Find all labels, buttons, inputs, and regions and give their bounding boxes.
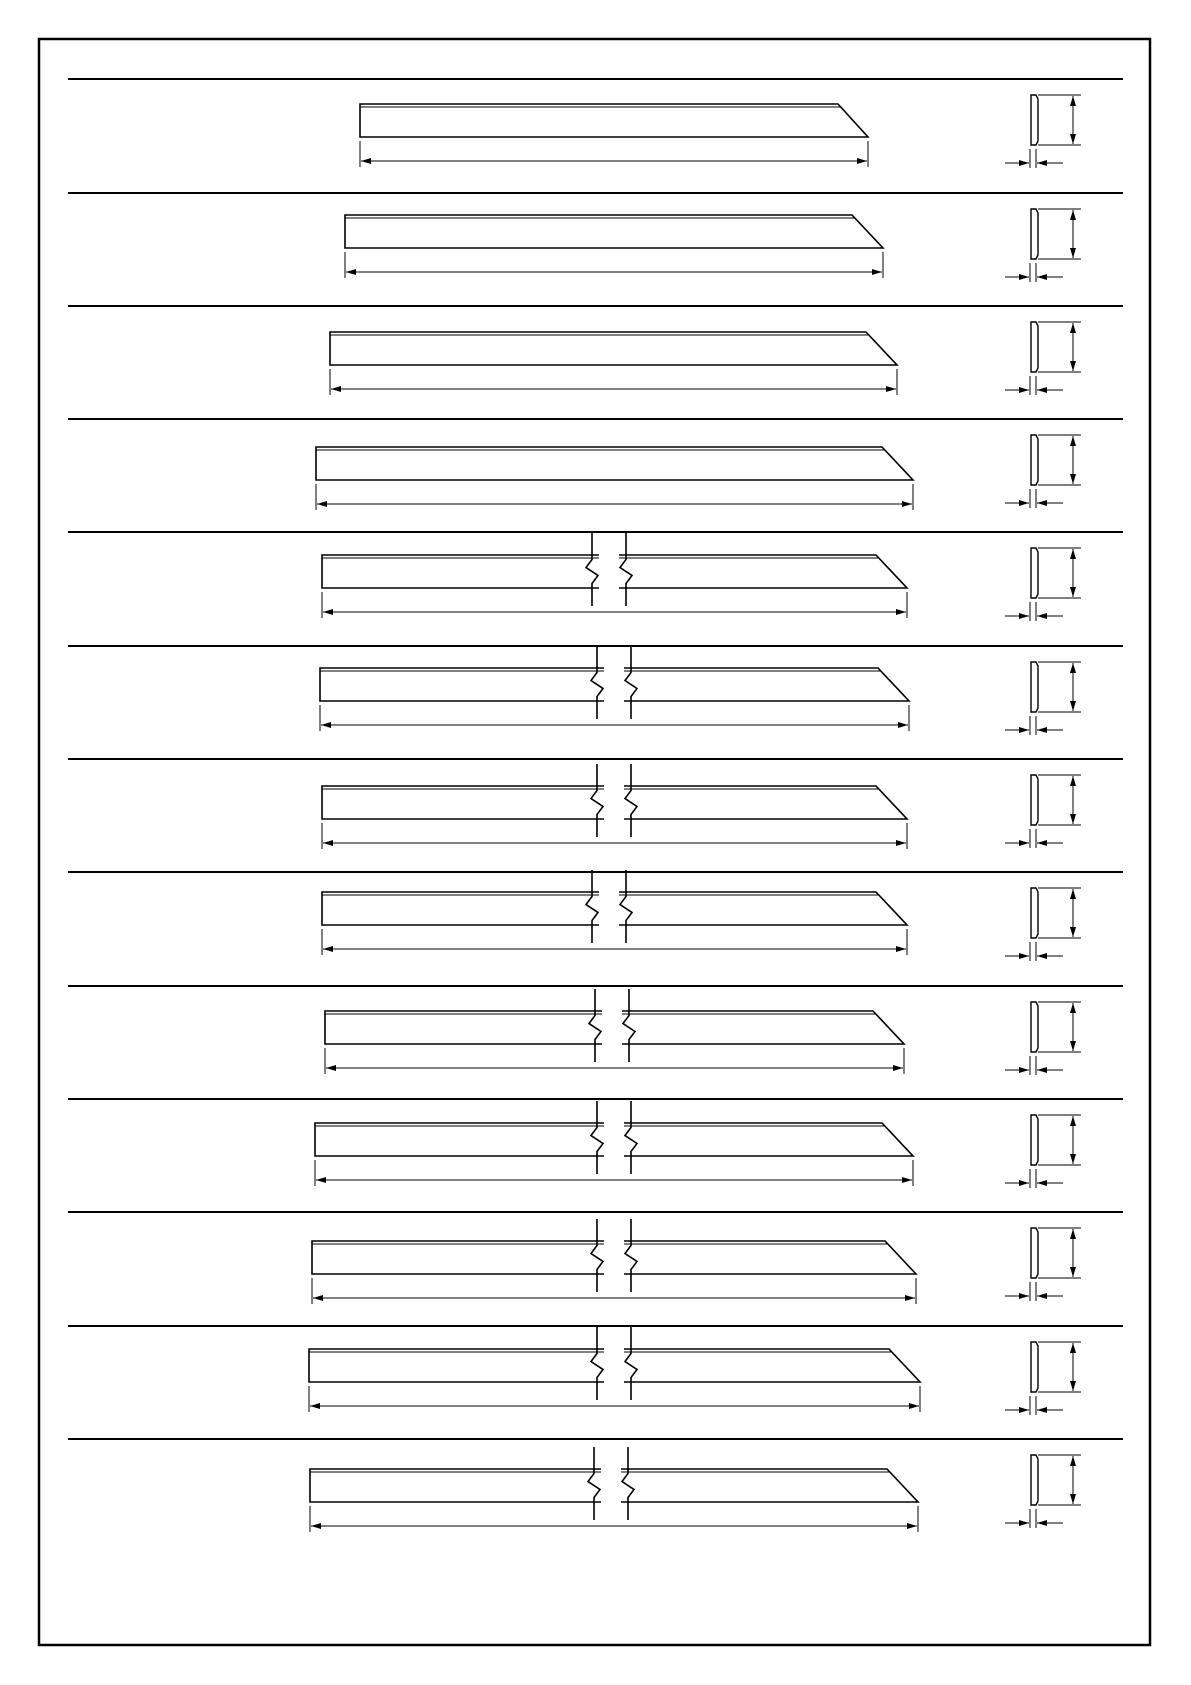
break-line-left xyxy=(591,1219,603,1292)
break-gap xyxy=(604,1240,624,1275)
bar-outline xyxy=(316,447,913,480)
section-profile xyxy=(1031,1455,1038,1505)
section-profile xyxy=(1031,662,1038,712)
break-line-left xyxy=(588,1447,600,1520)
break-line-left xyxy=(591,646,603,719)
break-line-left xyxy=(586,870,598,943)
break-gap xyxy=(604,1348,624,1383)
sheet-border xyxy=(39,39,1150,1645)
break-line-left xyxy=(586,533,598,606)
section-profile xyxy=(1031,435,1038,485)
part-row-11 xyxy=(68,1212,1123,1304)
part-row-2 xyxy=(68,193,1123,282)
break-line-right xyxy=(620,870,632,943)
section-profile xyxy=(1031,209,1038,259)
bar-outline xyxy=(360,104,868,137)
section-profile xyxy=(1031,1342,1038,1392)
part-row-13 xyxy=(68,1439,1123,1532)
part-row-4 xyxy=(68,419,1123,510)
break-gap xyxy=(604,667,624,702)
break-line-left xyxy=(591,1327,603,1400)
break-line-left xyxy=(591,1101,603,1174)
break-gap xyxy=(599,891,619,926)
break-line-right xyxy=(625,764,637,837)
break-line-right xyxy=(622,1447,634,1520)
part-row-3 xyxy=(68,306,1123,395)
bar-outline xyxy=(330,332,897,365)
section-profile xyxy=(1031,775,1038,825)
break-line-left xyxy=(591,764,603,837)
break-gap xyxy=(604,1122,624,1157)
part-row-6 xyxy=(68,646,1123,735)
part-row-5 xyxy=(68,532,1123,621)
break-line-left xyxy=(589,989,601,1062)
part-row-8 xyxy=(68,870,1123,961)
section-profile xyxy=(1031,322,1038,372)
break-line-right xyxy=(625,1101,637,1174)
section-profile xyxy=(1031,95,1038,145)
break-line-right xyxy=(625,646,637,719)
break-line-right xyxy=(623,989,635,1062)
break-line-right xyxy=(625,1327,637,1400)
part-row-7 xyxy=(68,759,1123,849)
section-profile xyxy=(1031,1002,1038,1052)
break-gap xyxy=(604,785,624,820)
break-line-right xyxy=(625,1219,637,1292)
section-profile xyxy=(1031,1228,1038,1278)
break-gap xyxy=(601,1468,621,1503)
break-line-right xyxy=(620,533,632,606)
break-gap xyxy=(599,554,619,589)
part-row-12 xyxy=(68,1326,1123,1415)
section-profile xyxy=(1031,1115,1038,1165)
part-row-1 xyxy=(68,79,1123,168)
break-gap xyxy=(602,1010,622,1045)
section-profile xyxy=(1031,888,1038,938)
bar-outline xyxy=(345,215,883,248)
part-row-10 xyxy=(68,1099,1123,1188)
part-row-9 xyxy=(68,986,1123,1075)
section-profile xyxy=(1031,548,1038,598)
part-rows xyxy=(68,79,1123,1532)
